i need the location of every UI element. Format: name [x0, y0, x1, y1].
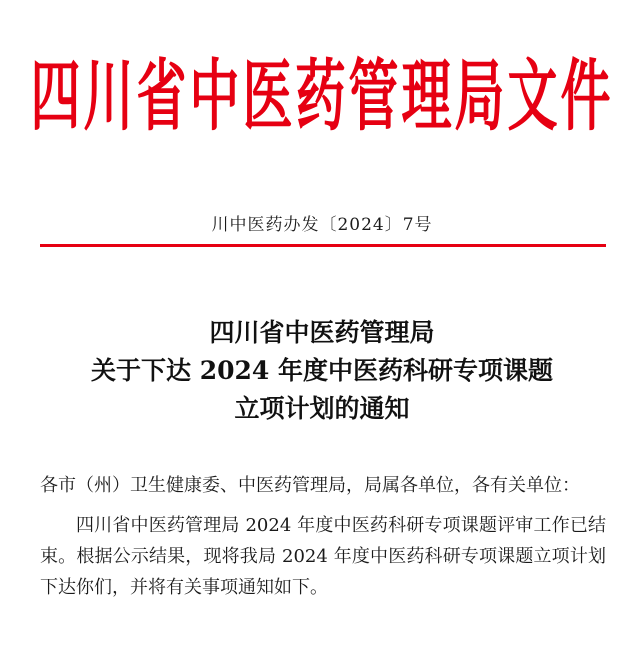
- notice-title: [0, 314, 644, 428]
- addressee-line: 各市（州）卫生健康委、中医药管理局，局属各单位，各有关单位：: [40, 475, 580, 496]
- red-divider-line: [40, 244, 606, 247]
- body-paragraph-1: 四川省中医药管理局 2024 年度中医药科研专项课题评审工作已结束。根据公示结果，现将我局 2024 年度中医药科研专项课题立项计划下达你们，并将有关事项通知如下。: [40, 515, 606, 598]
- document-header-title: 四川省中医药管理局文件: [30, 49, 614, 141]
- notice-body: [40, 470, 606, 612]
- notice-title-line-3: 立项计划的通知: [234, 394, 410, 423]
- notice-title-line-2: 关于下达 2024 年度中医药科研专项课题: [91, 356, 553, 385]
- notice-title-line-1: 四川省中医药管理局: [209, 318, 435, 347]
- document-number: 川中医药办发〔2024〕7号: [211, 215, 433, 235]
